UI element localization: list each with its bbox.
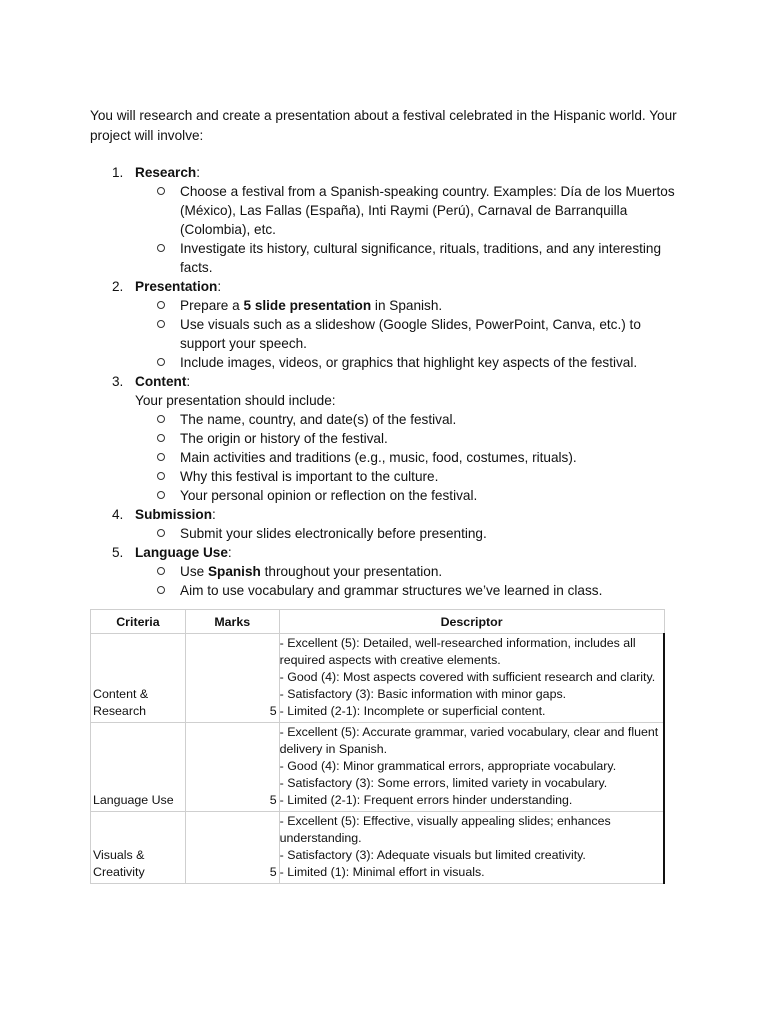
marks-cell: 5 (185, 634, 279, 723)
item-title: Submission (135, 507, 213, 522)
descriptor-line: - Excellent (5): Effective, visually appealing slides; enhances understanding. (279, 814, 611, 845)
sub-item (135, 581, 680, 600)
list-item (90, 277, 680, 372)
hollow-bullet-icon (157, 187, 165, 195)
sub-item (135, 486, 680, 505)
descriptor-line: - Limited (2-1): Incomplete or superficial content. (279, 704, 546, 718)
sub-item (135, 448, 680, 467)
sub-item-text: Choose a festival from a Spanish-speaking country. Examples: Día de los Muertos (México), Las Fallas (España), Inti Raymi (Perú), Carnaval de Barranquilla (Colombia), etc. (180, 184, 675, 237)
item-title: Presentation (135, 279, 218, 294)
header-marks: Marks (185, 610, 279, 634)
item-title: Content (135, 374, 187, 389)
descriptor-line: - Satisfactory (3): Adequate visuals but limited creativity. (279, 848, 586, 862)
sub-item-text: The name, country, and date(s) of the festival. (180, 412, 457, 427)
item-heading: Research: (135, 165, 200, 180)
item-title: Language Use (135, 545, 228, 560)
item-number: 1. (112, 165, 124, 180)
item-heading: Submission: (135, 507, 216, 522)
descriptor-line: - Satisfactory (3): Basic information with minor gaps. (279, 687, 567, 701)
marks-cell: 5 (185, 812, 279, 884)
item-heading: Language Use: (135, 545, 232, 560)
descriptor-line: - Satisfactory (3): Some errors, limited variety in vocabulary. (279, 776, 608, 790)
descriptor-cell (279, 723, 664, 812)
hollow-bullet-icon (157, 491, 165, 499)
descriptor-cell (279, 812, 664, 884)
hollow-bullet-icon (157, 434, 165, 442)
header-criteria: Criteria (91, 610, 186, 634)
sub-item (135, 467, 680, 486)
sub-list (135, 182, 680, 277)
sub-item-text: Use (180, 564, 208, 579)
intro-paragraph: You will research and create a presentation about a festival celebrated in the Hispanic world. Your project will involve: (90, 108, 677, 143)
sub-item (135, 353, 680, 372)
list-item (90, 163, 680, 277)
sub-list (135, 296, 680, 372)
rubric-table (90, 609, 665, 884)
hollow-bullet-icon (157, 529, 165, 537)
table-row (91, 634, 665, 723)
descriptor-line: - Excellent (5): Accurate grammar, varied vocabulary, clear and fluent delivery in Spanish. (279, 725, 659, 756)
sub-item-text: Submit your slides electronically before presenting. (180, 526, 487, 541)
hollow-bullet-icon (157, 472, 165, 480)
sub-item (135, 524, 680, 543)
list-item (90, 372, 680, 505)
bold-text: Spanish (207, 564, 261, 579)
sub-item-text: Why this festival is important to the culture. (180, 469, 439, 484)
table-row (91, 812, 665, 884)
item-number: 5. (112, 545, 124, 560)
item-intro-text: Your presentation should include: (135, 393, 336, 408)
marks-cell: 5 (185, 723, 279, 812)
sub-item (135, 410, 680, 429)
item-heading: Content: (135, 374, 191, 389)
hollow-bullet-icon (157, 415, 165, 423)
sub-item (135, 429, 680, 448)
project-steps-list (90, 163, 680, 600)
sub-item-text: Aim to use vocabulary and grammar structures we’ve learned in class. (180, 583, 603, 598)
hollow-bullet-icon (157, 358, 165, 366)
list-item (90, 505, 680, 543)
descriptor-cell (279, 634, 664, 723)
descriptor-line: - Good (4): Minor grammatical errors, appropriate vocabulary. (279, 759, 617, 773)
criteria-cell: Content & Research (91, 634, 186, 723)
sub-item-text: Prepare a (180, 298, 244, 313)
sub-item-text: in Spanish. (371, 298, 443, 313)
sub-item-text: Include images, videos, or graphics that highlight key aspects of the festival. (180, 355, 638, 370)
sub-item (135, 296, 680, 315)
criteria-cell: Language Use (91, 723, 186, 812)
sub-item-text: The origin or history of the festival. (180, 431, 388, 446)
rubric-header-row (91, 610, 665, 634)
item-heading: Presentation: (135, 279, 222, 294)
sub-item-text: Main activities and traditions (e.g., music, food, costumes, rituals). (180, 450, 577, 465)
descriptor-line: - Good (4): Most aspects covered with sufficient research and clarity. (279, 670, 656, 684)
sub-item-text: Investigate its history, cultural significance, rituals, traditions, and any interesting facts. (180, 241, 662, 275)
sub-item (135, 182, 680, 239)
sub-item-text: throughout your presentation. (260, 564, 443, 579)
item-number: 4. (112, 507, 124, 522)
sub-item-text: Use visuals such as a slideshow (Google Slides, PowerPoint, Canva, etc.) to support your speech. (180, 317, 641, 351)
hollow-bullet-icon (157, 586, 165, 594)
descriptor-line: - Limited (1): Minimal effort in visuals. (279, 865, 485, 879)
hollow-bullet-icon (157, 567, 165, 575)
header-descriptor: Descriptor (279, 610, 664, 634)
sub-list (135, 562, 680, 600)
table-row (91, 723, 665, 812)
list-item (90, 543, 680, 600)
sub-item (135, 562, 680, 581)
sub-item (135, 239, 680, 277)
criteria-cell: Visuals & Creativity (91, 812, 186, 884)
hollow-bullet-icon (157, 320, 165, 328)
sub-item (135, 315, 680, 353)
item-title: Research (135, 165, 197, 180)
assignment-body (90, 106, 680, 600)
sub-list (135, 410, 680, 505)
item-number: 3. (112, 374, 124, 389)
descriptor-line: - Excellent (5): Detailed, well-researched information, includes all required aspects with creative elements. (279, 636, 636, 667)
hollow-bullet-icon (157, 244, 165, 252)
hollow-bullet-icon (157, 301, 165, 309)
bold-text: 5 slide presentation (243, 298, 372, 313)
descriptor-line: - Limited (2-1): Frequent errors hinder understanding. (279, 793, 573, 807)
hollow-bullet-icon (157, 453, 165, 461)
sub-item-text: Your personal opinion or reflection on the festival. (180, 488, 478, 503)
item-number: 2. (112, 279, 124, 294)
sub-list (135, 524, 680, 543)
